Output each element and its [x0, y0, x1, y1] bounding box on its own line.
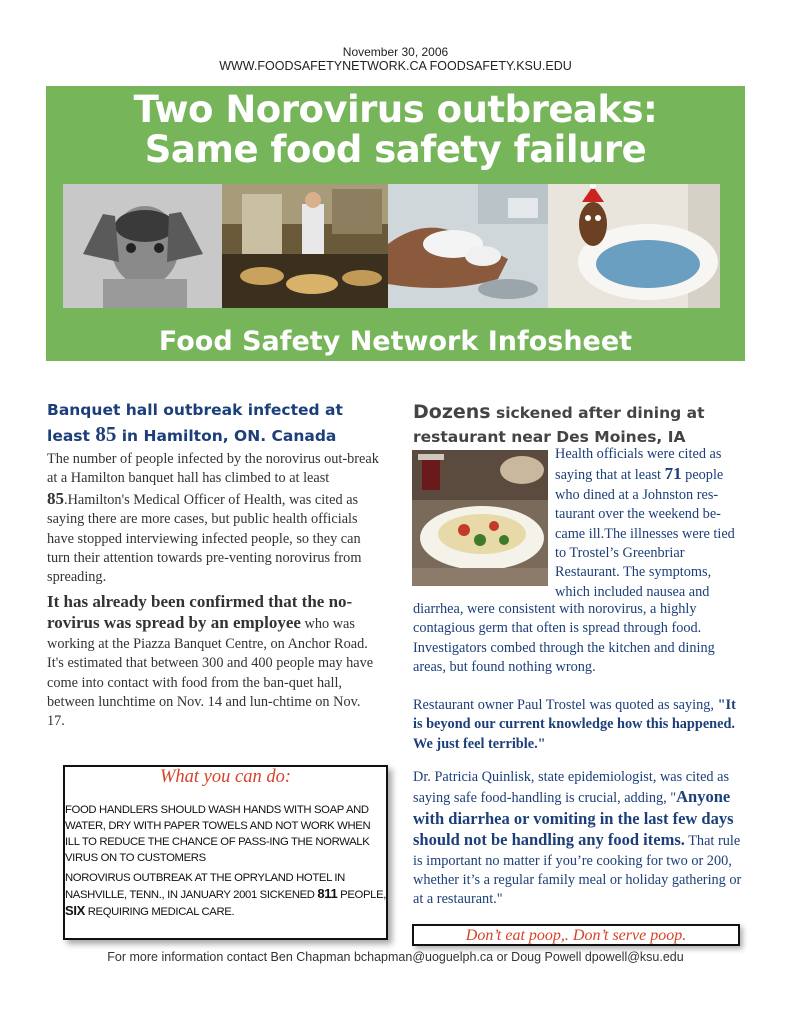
- right-quote-a-intro: Restaurant owner Paul Trostel was quoted as saying,: [413, 697, 718, 713]
- tips-title: What you can do:: [159, 767, 291, 787]
- header-urls: WWW.FOODSAFETYNETWORK.CA FOODSAFETY.KSU.EDU: [219, 59, 572, 73]
- left-body1-text-b: .Hamilton's Medical Officer of Health, was cited as saying there are more cases, but public health officials have stopped interviewing infected people, so they can turn their attention towards pre-venting norovirus from spreading.: [47, 491, 362, 586]
- right-body-number: 71: [664, 464, 682, 484]
- right-quote-b-bold: Anyone with diarrhea or vomiting in the last few days should not be handling any food items.: [413, 787, 734, 850]
- hand-washing-photo-icon: [388, 184, 548, 308]
- tips-para2-six: SIX: [65, 903, 85, 918]
- right-quote-b-rest: That rule is important no matter if you’re cooking for two or 200, whether it’s a regular family meal or holiday gathering or at a restaurant.": [413, 833, 742, 908]
- left-body1-text-a: The number of people infected by the norovirus out-break at a Hamilton banquet hall has climbed to at least: [47, 451, 379, 487]
- left-headline-text-b: in Hamilton, ON. Canada: [116, 427, 337, 445]
- right-article-body-b: diarrhea, were consistent with norovirus, a highly contagious germ that often is spread through food. Investigators combed through the kitchen and dining areas, but found nothing wrong.: [413, 601, 715, 676]
- right-article-body-a: [555, 445, 745, 602]
- banner: [46, 86, 745, 361]
- banner-title-line2: Same food safety failure: [144, 128, 647, 171]
- left-article-body-1: [47, 450, 381, 588]
- left-body2-rest: who was working at the Piazza Banquet Centre, on Anchor Road. It's estimated that between 300 and 400 people may have come into contact with food from the ban-quet hall, between lunchtime on Nov. 14 and lun-chtime on Nov. 17.: [47, 616, 374, 730]
- child-hands-photo-icon: [63, 184, 222, 308]
- left-headline-number: 85: [95, 422, 117, 446]
- toilet-cartoon-photo-icon: [548, 184, 720, 308]
- tips-para2-number: 811: [317, 886, 338, 901]
- banner-title: [46, 90, 745, 170]
- right-headline-rest: sickened after dining at restaurant near Des Moines, IA: [413, 404, 705, 446]
- right-body-a-text-2: people who dined at a Johnston res-taurant over the weekend be-came ill.The illnesses were tied to Trostel’s Greenbriar Restaurant. The symptoms, which included nausea and: [555, 467, 735, 600]
- slogan-box: Don’t eat poop,. Don’t serve poop.: [412, 924, 740, 946]
- tips-para-1: FOOD HANDLERS SHOULD WASH HANDS WITH SOAP AND WATER, DRY WITH PAPER TOWELS AND NOT WORK WHEN ILL TO REDUCE THE CHANCE OF PASS-ING THE NORWALK VIRUS ON TO CUSTOMERS: [65, 804, 371, 864]
- tips-para-2: [65, 870, 387, 920]
- left-article-body-2: [47, 592, 381, 732]
- right-article-quote-b: [413, 768, 743, 910]
- photo-strip: [63, 184, 720, 308]
- right-article-headline: [413, 400, 743, 449]
- banner-subtitle: Food Safety Network Infosheet: [158, 326, 633, 357]
- left-article-headline: [47, 398, 381, 448]
- tips-body: [65, 802, 387, 924]
- tips-para2-text-a: NOROVIRUS OUTBREAK AT THE OPRYLAND HOTEL IN NASHVILLE, TENN., IN JANUARY 2001 SICKENED: [65, 872, 345, 901]
- banner-title-line1: Two Norovirus outbreaks:: [133, 88, 658, 131]
- tips-box: [63, 765, 388, 940]
- left-headline-text-a: Banquet hall outbreak infected at least: [47, 401, 343, 445]
- footer-contact: For more information contact Ben Chapman bchapman@uoguelph.ca or Doug Powell dpowell@ksu.edu: [107, 950, 684, 964]
- tips-para2-text-c: REQUIRING MEDICAL CARE.: [84, 906, 235, 918]
- food-plate-photo-icon: [412, 450, 548, 586]
- left-body2-lead: It has already been confirmed that the no-rovirus was spread by an employee: [47, 592, 353, 633]
- header-date: November 30, 2006: [342, 45, 449, 59]
- right-body-a-text-1: Health officials were cited as saying that at least: [555, 446, 722, 484]
- kitchen-worker-photo-icon: [222, 184, 388, 308]
- tips-para2-text-b: PEOPLE,: [337, 889, 387, 901]
- right-article-quote-a: [413, 696, 743, 754]
- left-body1-number: 85: [47, 488, 64, 508]
- right-quote-b-intro: Dr. Patricia Quinlisk, state epidemiologist, was cited as saying safe food-handling is crucial, adding, ": [413, 769, 730, 807]
- right-quote-a-bold: "It is beyond our current knowledge how this happened. We just feel terrible.": [413, 697, 736, 752]
- right-headline-big: Dozens: [413, 401, 491, 423]
